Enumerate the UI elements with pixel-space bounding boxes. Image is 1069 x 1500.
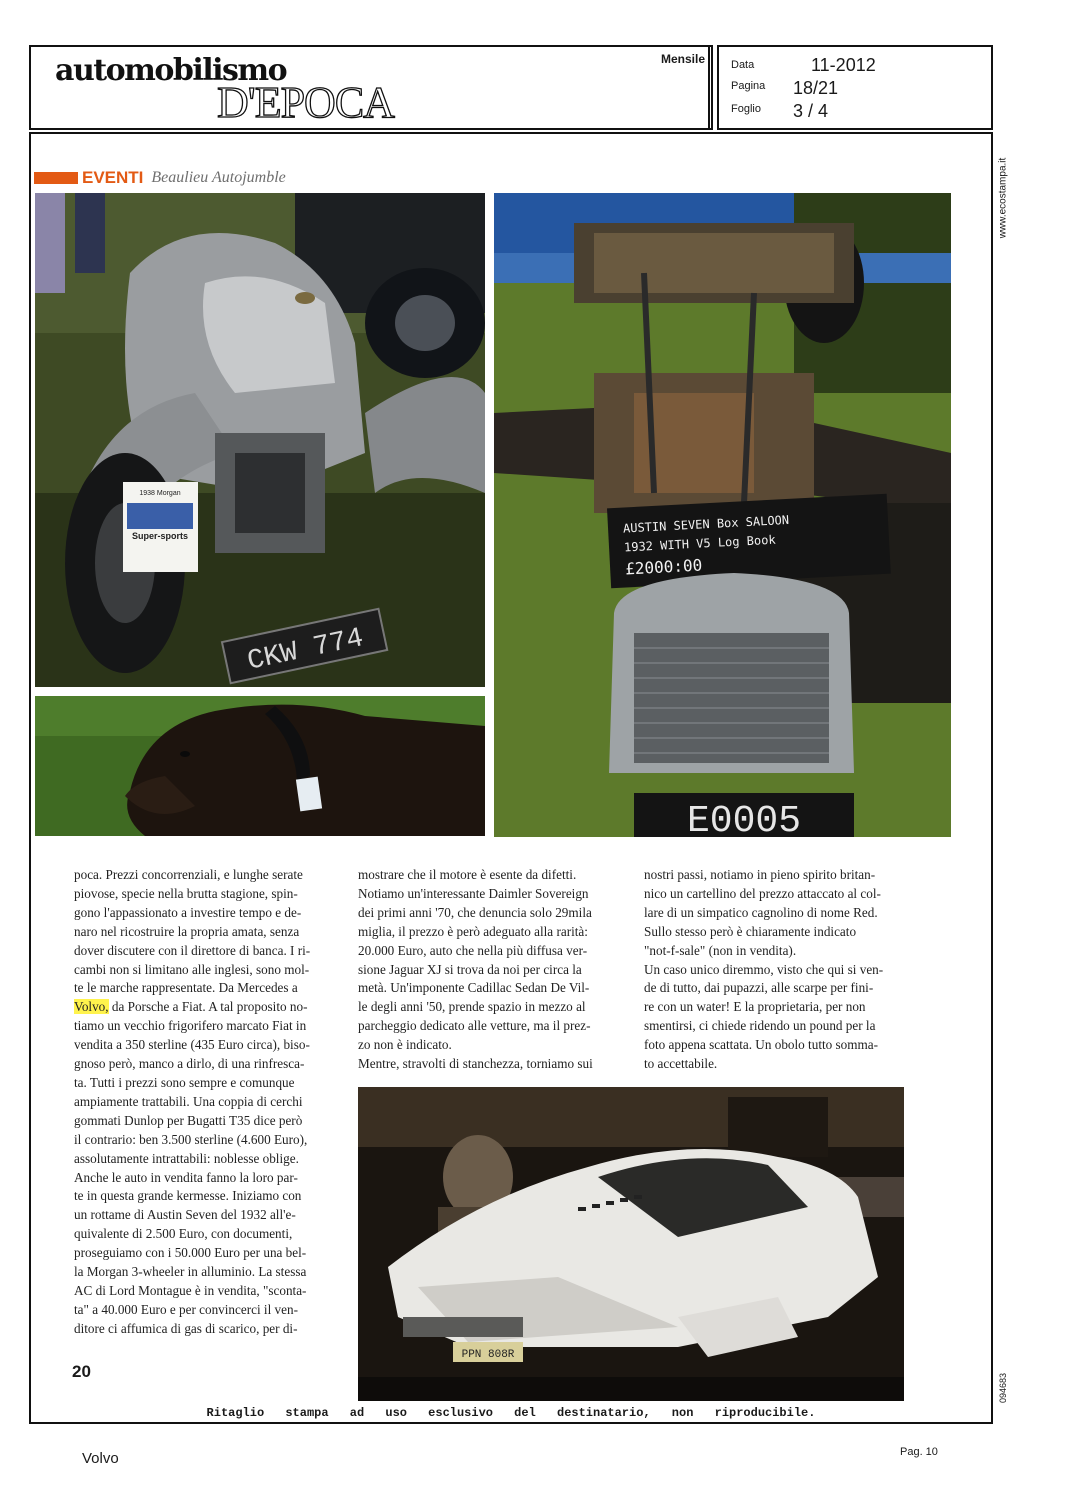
section-subtitle: Beaulieu Autojumble (151, 169, 286, 186)
section-accent-bar (34, 172, 78, 184)
article-column-3 (644, 866, 910, 1074)
photo-dog-red (35, 696, 485, 836)
highlight-volvo: Volvo, (74, 999, 109, 1015)
meta-foglio-value: 3 / 4 (793, 101, 829, 121)
side-url (996, 148, 1010, 248)
column1-paragraph-top: poca. Prezzi concorrenziali, e lunghe serate piovose, specie nella brutta stagione, spin- gono l'appassionato a investire tempo e de- naro nel ricostruire la propria amata, senza dover discutere con il direttore di banca. I ri- cambi non si limitano alle inglesi, sono mol- te le marche rappresentate. Da Mercedes a (74, 867, 311, 996)
morgan-illustration (35, 193, 485, 687)
column1-line-volvo (74, 998, 342, 1017)
logo-depoca: D'EPOCA (217, 78, 394, 127)
side-code-text: 094683 (998, 1372, 1008, 1404)
photo-lotus-esprit (358, 1087, 904, 1401)
morgan-number-plate: CKW 774 (244, 623, 367, 678)
meta-data-value: 11-2012 (811, 55, 876, 75)
austin-sign-line1: AUSTIN SEVEN Box SALOON (622, 512, 790, 536)
logo-automobilismo: automobilismo (55, 53, 287, 88)
article-column-2 (358, 866, 622, 1074)
photo-austin-seven (494, 193, 951, 837)
austin-illustration (494, 193, 951, 837)
meta-data-label: Data (731, 59, 755, 71)
page-number: 20 (72, 1362, 91, 1381)
column2-paragraph: mostrare che il motore è esente da difetti. Notiamo un'interessante Daimler Sovereign dei primi anni '70, che denuncia solo 29mila miglia, il prezzo è però adeguato alla rarità: 20.000 Euro, auto che nella più diffusa ver- sione Jaguar XJ si trova da noi per circa la metà. Un'imponente Cadillac Sedan De Vil- le degli anni '50, prende spazio in mezzo al parcheggio dedicato alle vetture, ma il prez- zo non è indicato. Mentre, stravolti di stanchezza, torniamo sui (358, 867, 593, 1072)
morgan-sign-line2: Super-sports (131, 531, 189, 541)
lotus-illustration (358, 1087, 904, 1401)
footer-keyword: Volvo (82, 1450, 119, 1467)
lotus-number-plate: PPN 808R (461, 1349, 515, 1361)
masthead-divider (708, 47, 710, 130)
article-column-1 (74, 866, 342, 1339)
austin-sign-line2: 1932 WITH V5 Log Book (623, 532, 776, 555)
photo-morgan-three-wheeler (35, 193, 485, 687)
meta-pagina-label: Pagina (731, 80, 766, 92)
column3-paragraph: nostri passi, notiamo in pieno spirito britan- nico un cartellino del prezzo attaccato al col- lare di un simpatico cagnolino di nome Red. Sullo stesso però è chiaramente indicato "not-f-sale" (non in vendita). Un caso unico diremmo, visto che qui si ven- de di tutto, dai pupazzi, alle scarpe per fini- re con un water! E la proprietaria, per non smentirsi, ci chiede ridendo un pound per la foto appena scattata. Un obolo tutto somma- to accettabile. (644, 867, 884, 1072)
footer-page-ref: Pag. 10 (900, 1446, 938, 1458)
dog-illustration (35, 696, 485, 836)
meta-pagina-value: 18/21 (793, 78, 839, 98)
austin-sign-price: £2000:00 (624, 555, 703, 579)
morgan-sign-line1: 1938 Morgan (139, 490, 181, 497)
austin-number-plate: E0005 (686, 800, 802, 837)
meta-foglio-label: Foglio (731, 103, 761, 115)
column1-paragraph-bottom: tiamo un vecchio frigorifero marcato Fiat in vendita a 350 sterline (435 Euro circa), biso- gnoso però, manco a dirlo, di una rinfresca- ta. Tutti i prezzi sono sempre e comunque ampiamente trattabili. Una coppia di cerchi gommati Dunlop per Bugatti T35 dice però il contrario: ben 3.500 sterline (4.600 Euro), assolutamente intrattabili: noblesse oblige. Anche le auto in vendita fanno la loro par- te in questa grande kermesse. Iniziamo con un rottame di Austin Seven del 1932 all'e- quivalente di 2.500 Euro, con documenti, proseguiamo con i 50.000 Euro per una bel- la Morgan 3-wheeler in alluminio. La stessa AC di Lord Montague è in vendita, "sconta- ta" a 40.000 Euro e per convincerci il ven- ditore ci affumica di gas di scarico, per di- (74, 1018, 310, 1336)
section-header (34, 168, 286, 188)
issue-meta-box (717, 45, 993, 130)
section-tag: EVENTI (82, 168, 144, 187)
side-code (996, 1368, 1010, 1408)
bottom-rule (29, 1422, 993, 1424)
clipping-notice: Ritaglio stampa ad uso esclusivo del destinatario, non riproducibile. (206, 1406, 816, 1420)
column1-line-rest: da Porsche a Fiat. A tal proposito no- (111, 999, 308, 1015)
side-url-text: www.ecostampa.it (997, 157, 1009, 239)
masthead-box (29, 45, 713, 130)
frequency-label: Mensile (660, 52, 705, 66)
